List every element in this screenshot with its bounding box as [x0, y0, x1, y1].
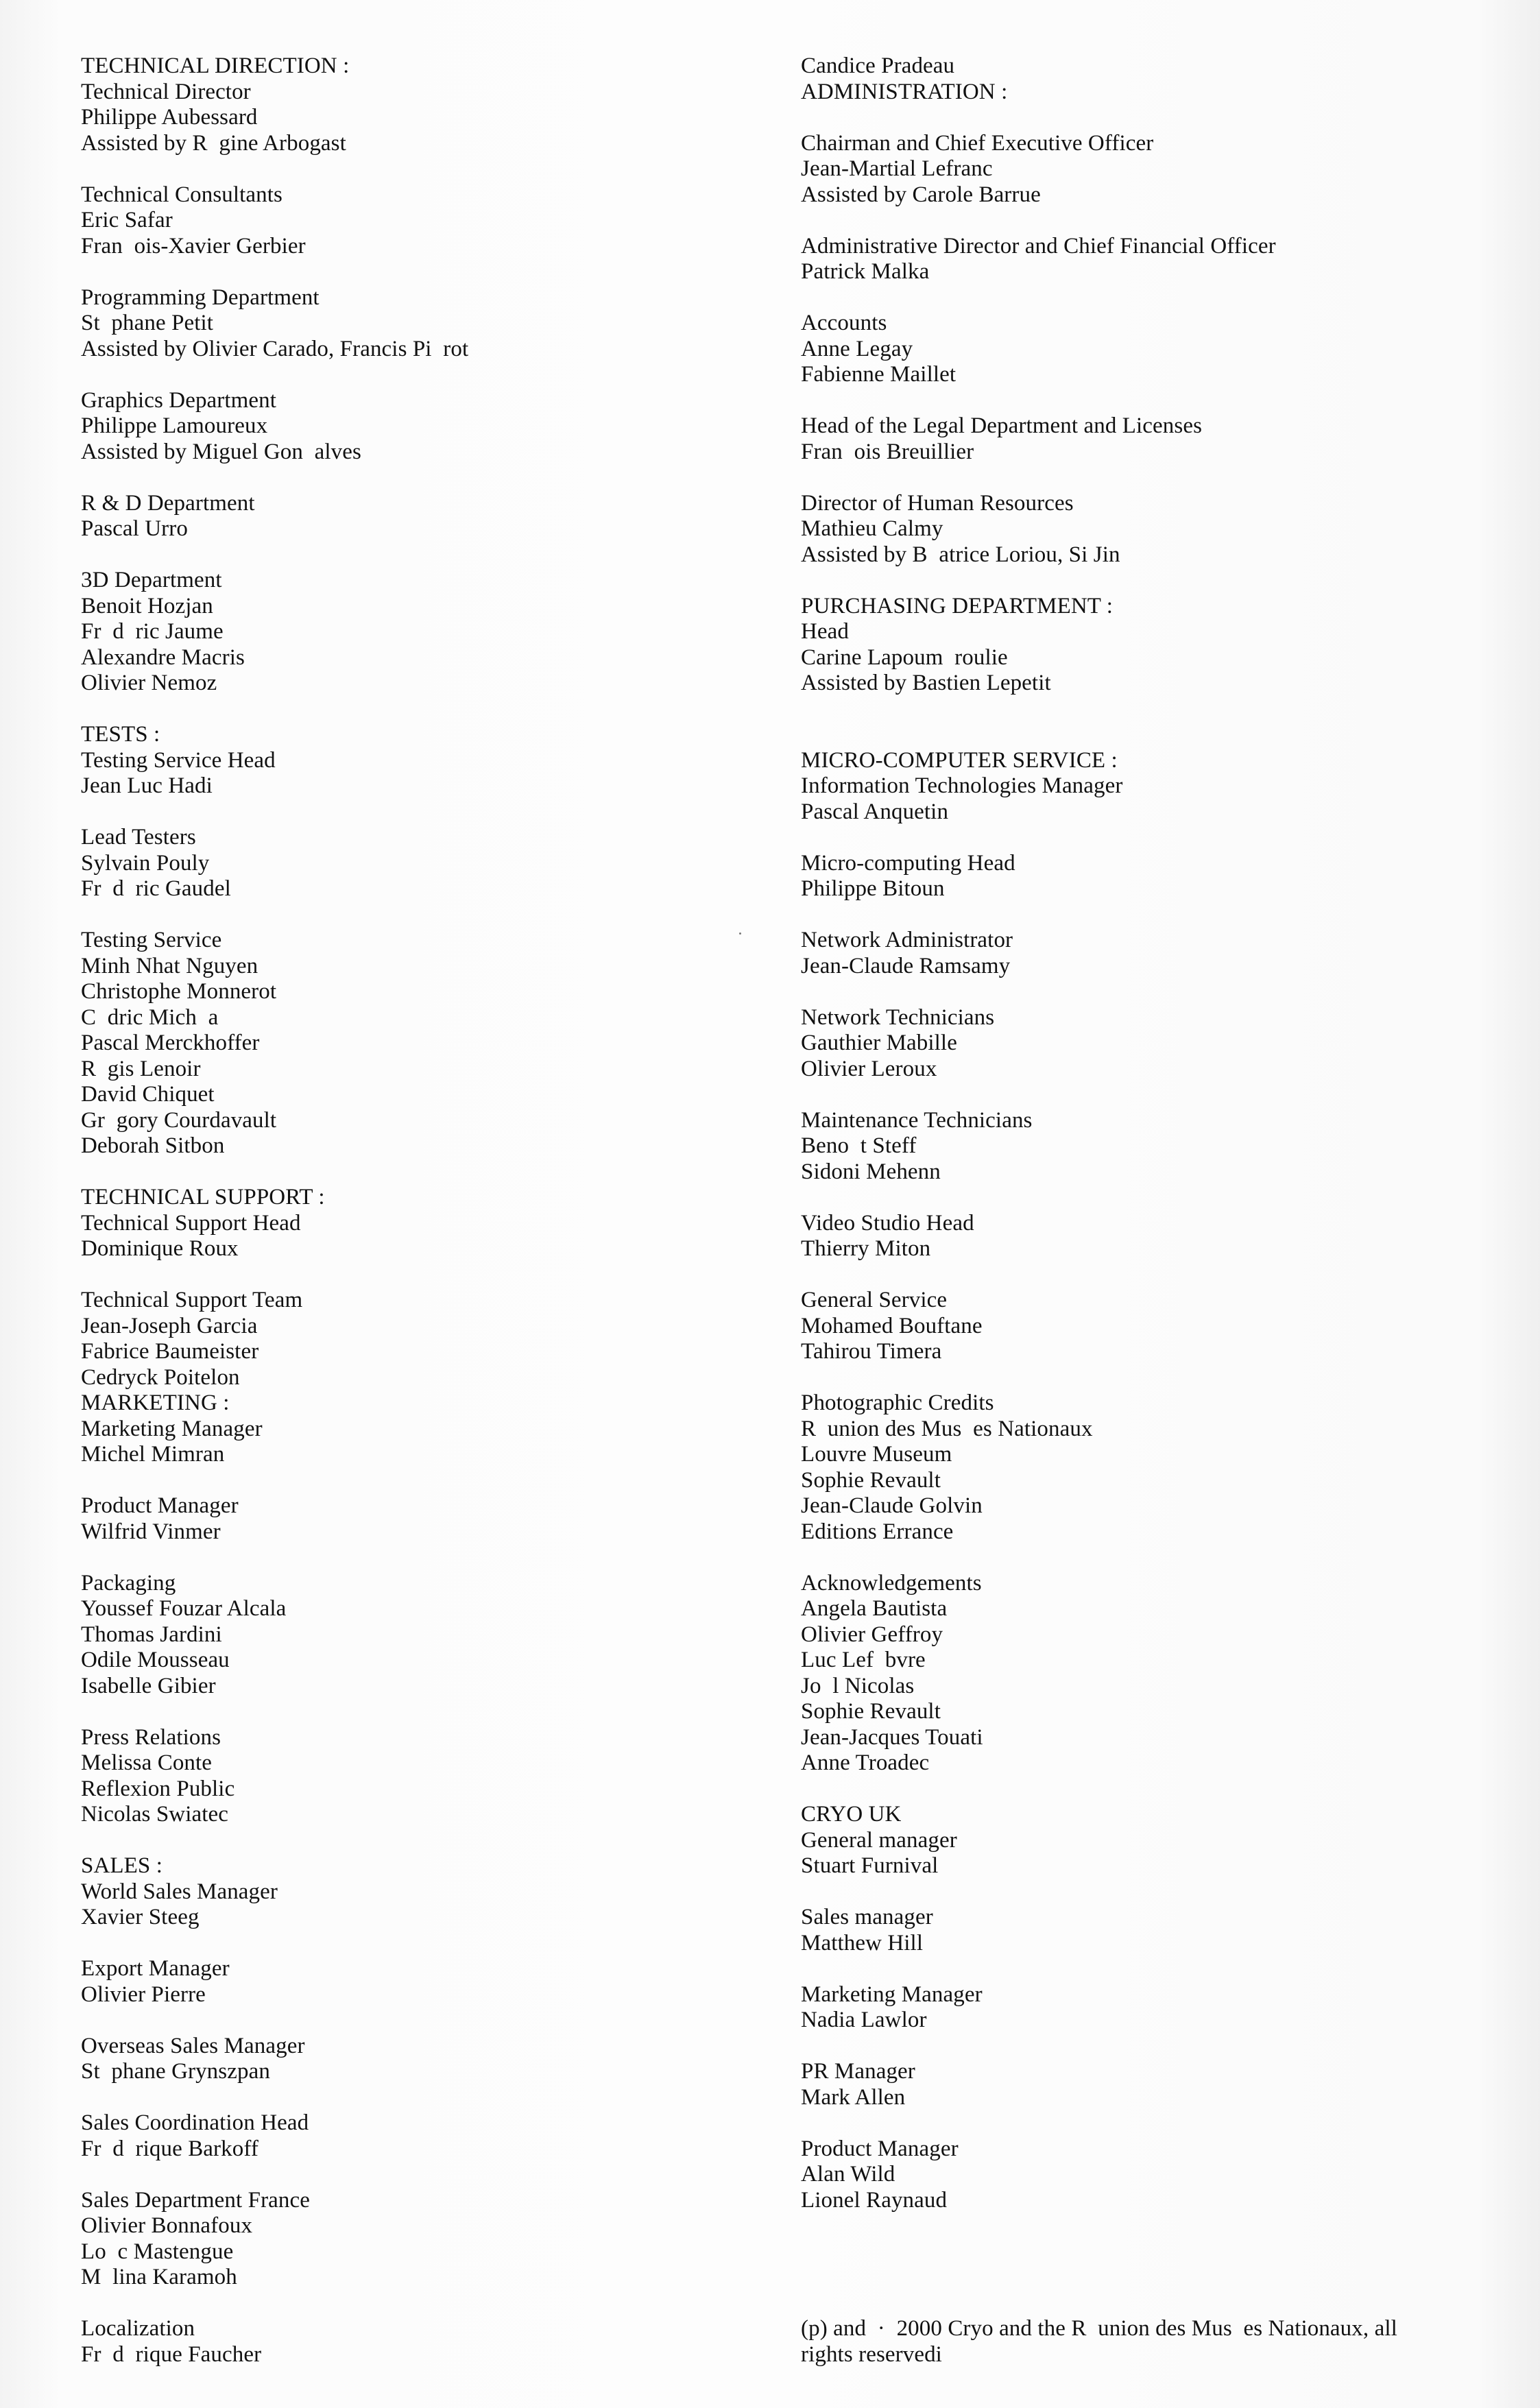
credit-line: Video Studio Head — [801, 1210, 974, 1236]
credit-line: Olivier Leroux — [801, 1056, 937, 1081]
credit-line: Odile Mousseau — [81, 1648, 230, 1672]
credit-line: Testing Service — [81, 928, 222, 952]
credit-line: Anne Troadec — [801, 1750, 930, 1775]
credit-line: Nadia Lawlor — [801, 2008, 927, 2032]
credit-line: Technical Support Head — [81, 1210, 301, 1236]
blank-line — [81, 1931, 767, 1957]
credit-line: MARKETING : — [81, 1390, 230, 1415]
credit-line: Mohamed Bouftane — [801, 1313, 983, 1338]
credit-line: Fr d ric Gaudel — [81, 876, 231, 901]
credit-line: PR Manager — [801, 2059, 915, 2084]
credit-line: PURCHASING DEPARTMENT : — [801, 593, 1114, 618]
credit-line: Nicolas Swiatec — [81, 1802, 229, 1827]
credit-line: MICRO-COMPUTER SERVICE : — [801, 747, 1118, 773]
credit-line: Wilfrid Vinmer — [81, 1519, 221, 1544]
credit-line: Chairman and Chief Executive Officer — [801, 130, 1154, 156]
credit-line: Xavier Steeg — [81, 1905, 200, 1929]
blank-line — [801, 979, 1500, 1005]
credit-line: Thomas Jardini — [81, 1622, 222, 1647]
credit-line: TECHNICAL SUPPORT : — [81, 1185, 325, 1209]
credit-line: Technical Support Team — [81, 1288, 303, 1312]
credit-line: Melissa Conte — [81, 1750, 213, 1775]
credit-line: Fran ois-Xavier Gerbier — [81, 233, 306, 258]
credit-line: Gr gory Courdavault — [81, 1107, 277, 1133]
blank-line — [81, 697, 767, 723]
credit-line: Sophie Revault — [801, 1467, 941, 1493]
credit-line: Maintenance Technicians — [801, 1107, 1033, 1133]
credits-left-column — [81, 53, 767, 2368]
blank-line — [81, 902, 767, 928]
credit-line: Fr d rique Barkoff — [81, 2136, 258, 2161]
blank-line — [801, 697, 1500, 723]
credit-line: Lead Testers — [81, 825, 196, 850]
credit-line: Lo c Mastengue — [81, 2239, 234, 2264]
blank-line — [81, 1159, 767, 1185]
credit-line: R union des Mus es Nationaux — [801, 1416, 1093, 1441]
blank-line — [81, 2291, 767, 2317]
credit-line: Programming Department — [81, 285, 320, 310]
credit-line: TESTS : — [81, 722, 160, 747]
credit-line: Pascal Merckhoffer — [81, 1031, 260, 1055]
credit-line: Head — [801, 619, 850, 644]
credit-line: Angela Bautista — [801, 1596, 948, 1621]
credit-line: SALES : — [81, 1853, 163, 1878]
credit-line: Assisted by R gine Arbogast — [81, 130, 346, 156]
credit-line: Assisted by B atrice Loriou, Si Jin — [801, 542, 1120, 567]
blank-line — [801, 568, 1500, 594]
credit-line: Reflexion Public — [81, 1776, 235, 1801]
blank-line — [801, 2110, 1500, 2136]
credit-line: Michel Mimran — [81, 1442, 225, 1467]
credit-line: Testing Service Head — [81, 747, 276, 773]
blank-line — [81, 1468, 767, 1494]
credit-line: C dric Mich a — [81, 1004, 219, 1030]
credit-line: Dominique Roux — [81, 1236, 239, 1261]
credit-line: Louvre Museum — [801, 1442, 952, 1467]
credit-line: Youssef Fouzar Alcala — [81, 1596, 287, 1621]
credit-line: General manager — [801, 1827, 957, 1853]
credit-line: David Chiquet — [81, 1082, 215, 1107]
credit-line: Sales manager — [801, 1905, 933, 1929]
blank-line — [81, 1545, 767, 1571]
blank-line — [81, 2085, 767, 2111]
credit-line: Marketing Manager — [81, 1416, 263, 1441]
credit-line: Alan Wild — [801, 2162, 895, 2187]
blank-line — [801, 1545, 1500, 1571]
credit-line: Jean-Claude Golvin — [801, 1493, 983, 1518]
credit-line: ADMINISTRATION : — [801, 79, 1008, 104]
stray-ink-dot — [739, 932, 741, 935]
credit-line: Fr d rique Faucher — [81, 2341, 262, 2367]
credit-line: Packaging — [81, 1570, 176, 1596]
credit-line: TECHNICAL DIRECTION : — [81, 53, 350, 78]
credit-line: Olivier Pierre — [81, 1982, 206, 2007]
credit-line: St phane Petit — [81, 311, 214, 335]
credit-line: Fran ois Breuillier — [801, 439, 974, 464]
blank-line — [801, 902, 1500, 928]
credit-line: Photographic Credits — [801, 1390, 994, 1415]
credit-line: Graphics Department — [81, 387, 277, 413]
credit-line: Sophie Revault — [801, 1699, 941, 1724]
credit-line: Philippe Aubessard — [81, 105, 258, 130]
blank-line — [801, 1777, 1500, 1803]
credit-line: Mathieu Calmy — [801, 516, 943, 541]
credit-line: Fabrice Baumeister — [81, 1339, 259, 1364]
blank-line — [81, 259, 767, 285]
credit-line: Carine Lapoum roulie — [801, 645, 1008, 670]
credit-line: Cedryck Poitelon — [81, 1364, 240, 1390]
credit-line: Matthew Hill — [801, 1930, 924, 1955]
blank-line — [801, 1956, 1500, 1982]
credit-line: St phane Grynszpan — [81, 2059, 270, 2084]
credit-line: Minh Nhat Nguyen — [81, 953, 258, 978]
credit-line: Jean-Martial Lefranc — [801, 156, 993, 181]
credit-line: Fr d ric Jaume — [81, 619, 224, 644]
credit-line: Patrick Malka — [801, 259, 930, 284]
credit-line: Anne Legay — [801, 336, 913, 361]
credit-line: Mark Allen — [801, 2084, 906, 2110]
credit-line: Marketing Manager — [801, 1982, 983, 2007]
credit-line: Head of the Legal Department and Licenses — [801, 413, 1203, 438]
credit-line: Product Manager — [81, 1493, 239, 1518]
credit-line: CRYO UK — [801, 1802, 902, 1827]
blank-line — [81, 362, 767, 388]
credit-line: Benoit Hozjan — [81, 593, 213, 618]
credit-line: Pascal Urro — [81, 516, 188, 541]
credit-line: Information Technologies Manager — [801, 773, 1123, 798]
blank-line — [801, 465, 1500, 491]
blank-line — [81, 542, 767, 568]
blank-line — [801, 2034, 1500, 2060]
copyright-footnote-line: rights reservedi — [801, 2341, 942, 2367]
credit-line: R gis Lenoir — [81, 1056, 201, 1081]
credit-line: Sales Coordination Head — [81, 2110, 309, 2135]
credit-line: Jo l Nicolas — [801, 1673, 915, 1698]
credit-line: General Service — [801, 1288, 948, 1312]
credit-line: Pascal Anquetin — [801, 799, 949, 824]
credit-line: Network Administrator — [801, 928, 1013, 952]
credit-line: Jean-Joseph Garcia — [81, 1313, 258, 1338]
blank-line — [81, 1699, 767, 1725]
blank-line — [81, 1828, 767, 1854]
credit-line: Sylvain Pouly — [81, 850, 210, 876]
credit-line: Stuart Furnival — [801, 1853, 939, 1878]
credits-right-column — [801, 53, 1500, 2368]
blank-line — [801, 1879, 1500, 1905]
credit-line: Candice Pradeau — [801, 53, 955, 78]
credit-line: Beno t Steff — [801, 1133, 917, 1158]
blank-line — [801, 1365, 1500, 1391]
credit-line: Assisted by Miguel Gon alves — [81, 439, 361, 464]
footnote-spacer — [801, 2213, 1500, 2316]
credit-line: World Sales Manager — [81, 1879, 278, 1904]
credit-line: Press Relations — [81, 1724, 221, 1750]
credit-line: Technical Consultants — [81, 182, 282, 207]
credit-line: Thierry Miton — [801, 1236, 931, 1261]
credit-line: Philippe Bitoun — [801, 876, 945, 901]
credit-line: Network Technicians — [801, 1004, 995, 1030]
credit-line: Accounts — [801, 311, 887, 335]
credit-line: R & D Department — [81, 490, 255, 516]
credit-line: Assisted by Carole Barrue — [801, 182, 1041, 207]
blank-line — [801, 1262, 1500, 1288]
credit-line: Fabienne Maillet — [801, 362, 957, 387]
blank-line — [81, 799, 767, 826]
blank-line — [81, 2008, 767, 2034]
credit-line: Micro-computing Head — [801, 850, 1015, 876]
blank-line — [801, 388, 1500, 414]
credit-line: Olivier Nemoz — [81, 671, 217, 695]
blank-line — [801, 1082, 1500, 1108]
credit-line: Export Manager — [81, 1956, 230, 1981]
blank-line — [81, 2162, 767, 2188]
credit-line: Deborah Sitbon — [81, 1133, 225, 1158]
credit-line: Christophe Monnerot — [81, 979, 277, 1004]
blank-line — [81, 1262, 767, 1288]
credit-line: Luc Lef bvre — [801, 1648, 926, 1672]
credit-line: Overseas Sales Manager — [81, 2033, 305, 2058]
credit-line: Editions Errance — [801, 1519, 954, 1544]
blank-line — [81, 156, 767, 182]
credit-line: Assisted by Bastien Lepetit — [801, 671, 1051, 695]
credit-line: Acknowledgements — [801, 1570, 982, 1596]
credit-line: Sidoni Mehenn — [801, 1159, 941, 1184]
credit-line: Jean-Jacques Touati — [801, 1724, 983, 1750]
blank-line — [801, 1185, 1500, 1211]
blank-line — [801, 285, 1500, 311]
credit-line: 3D Department — [81, 568, 222, 592]
credit-line: M lina Karamoh — [81, 2265, 237, 2289]
blank-line — [81, 465, 767, 491]
credit-line: Isabelle Gibier — [81, 1673, 216, 1698]
credit-line: Technical Director — [81, 79, 251, 104]
credit-line: Assisted by Olivier Carado, Francis Pi rot — [81, 336, 469, 361]
credit-line: Olivier Bonnafoux — [81, 2213, 253, 2238]
credit-line: Product Manager — [801, 2136, 959, 2161]
credit-line: Localization — [81, 2316, 195, 2341]
credit-line: Tahirou Timera — [801, 1339, 942, 1364]
copyright-footnote-line: (p) and · 2000 Cryo and the R union des Mus es Nationaux, all — [801, 2316, 1397, 2341]
credit-line: Olivier Geffroy — [801, 1622, 943, 1647]
blank-line — [801, 722, 1500, 748]
credit-line: Philippe Lamoureux — [81, 413, 268, 438]
credit-line: Jean-Claude Ramsamy — [801, 953, 1011, 978]
credit-line: Eric Safar — [81, 208, 173, 232]
credit-line: Director of Human Resources — [801, 490, 1074, 516]
blank-line — [801, 825, 1500, 851]
blank-line — [801, 208, 1500, 234]
credit-line: Alexandre Macris — [81, 645, 245, 670]
credit-line: Sales Department France — [81, 2187, 311, 2213]
credit-line: Administrative Director and Chief Financial Officer — [801, 233, 1276, 258]
credit-line: Gauthier Mabille — [801, 1031, 957, 1055]
credit-line: Lionel Raynaud — [801, 2187, 948, 2213]
credit-line: Jean Luc Hadi — [81, 773, 213, 798]
blank-line — [801, 105, 1500, 131]
